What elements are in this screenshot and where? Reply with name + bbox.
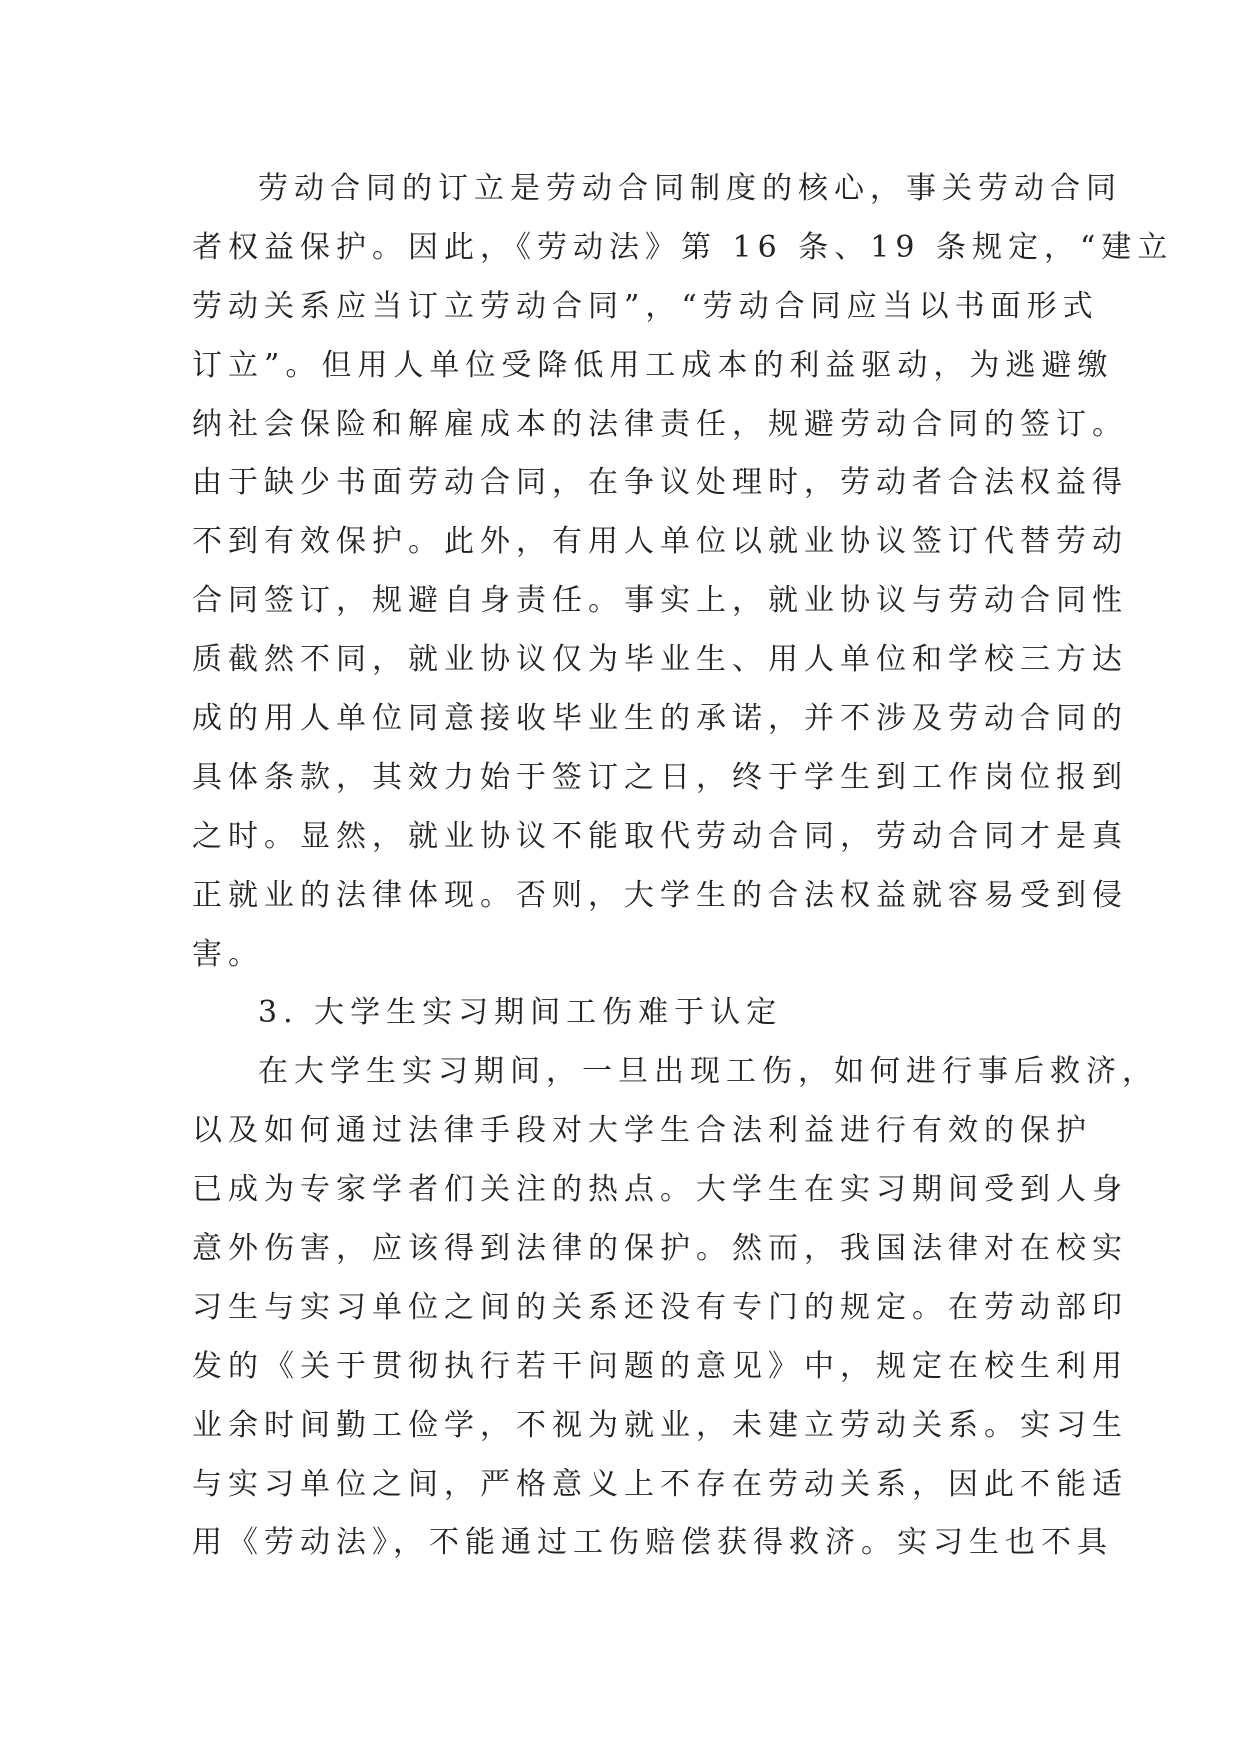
text-line: 之时。显然，就业协议不能取代劳动合同，劳动合同才是真 <box>192 818 1128 854</box>
text-line: 者权益保护。因此，《劳动法》第 16 条、19 条规定，“建立 <box>192 229 1174 265</box>
text-line: 劳动关系应当订立劳动合同”，“劳动合同应当以书面形式 <box>192 288 1099 324</box>
document-body <box>192 160 1174 1573</box>
paragraph-internship-injury <box>192 1043 1158 1573</box>
text-line: 业余时间勤工俭学，不视为就业，未建立劳动关系。实习生 <box>192 1407 1128 1443</box>
text-line: 在大学生实习期间，一旦出现工伤，如何进行事后救济， <box>258 1054 1158 1090</box>
text-line: 质截然不同，就业协议仅为毕业生、用人单位和学校三方达 <box>192 642 1128 678</box>
text-line: 与实习单位之间，严格意义上不存在劳动关系，因此不能适 <box>192 1466 1128 1502</box>
text-line: 正就业的法律体现。否则，大学生的合法权益就容易受到侵 <box>192 877 1128 913</box>
text-line: 用《劳动法》，不能通过工伤赔偿获得救济。实习生也不具 <box>192 1525 1113 1561</box>
paragraph-labor-contract <box>192 160 1174 984</box>
text-line: 已成为专家学者们关注的热点。大学生在实习期间受到人身 <box>192 1172 1128 1208</box>
text-line: 不到有效保护。此外，有用人单位以就业协议签订代替劳动 <box>192 524 1128 560</box>
text-line: 合同签订，规避自身责任。事实上，就业协议与劳动合同性 <box>192 583 1128 619</box>
text-line: 意外伤害，应该得到法律的保护。然而，我国法律对在校实 <box>192 1231 1128 1267</box>
text-line: 成的用人单位同意接收毕业生的承诺，并不涉及劳动合同的 <box>192 701 1128 737</box>
text-line: 劳动合同的订立是劳动合同制度的核心，事关劳动合同 <box>258 171 1122 206</box>
text-line: 订立”。但用人单位受降低用工成本的利益驱动，为逃避缴 <box>192 347 1114 383</box>
text-line: 纳社会保险和解雇成本的法律责任，规避劳动合同的签订。 <box>192 406 1128 442</box>
section-heading: 3. 大学生实习期间工伤难于认定 <box>258 995 783 1031</box>
text-line: 具体条款，其效力始于签订之日，终于学生到工作岗位报到 <box>192 759 1128 795</box>
text-line: 发的《关于贯彻执行若干问题的意见》中，规定在校生利用 <box>192 1348 1128 1384</box>
text-line: 以及如何通过法律手段对大学生合法利益进行有效的保护 <box>192 1113 1092 1149</box>
text-line: 害。 <box>192 936 264 972</box>
text-line: 由于缺少书面劳动合同，在争议处理时，劳动者合法权益得 <box>192 465 1128 501</box>
text-line: 习生与实习单位之间的关系还没有专门的规定。在劳动部印 <box>192 1289 1128 1325</box>
